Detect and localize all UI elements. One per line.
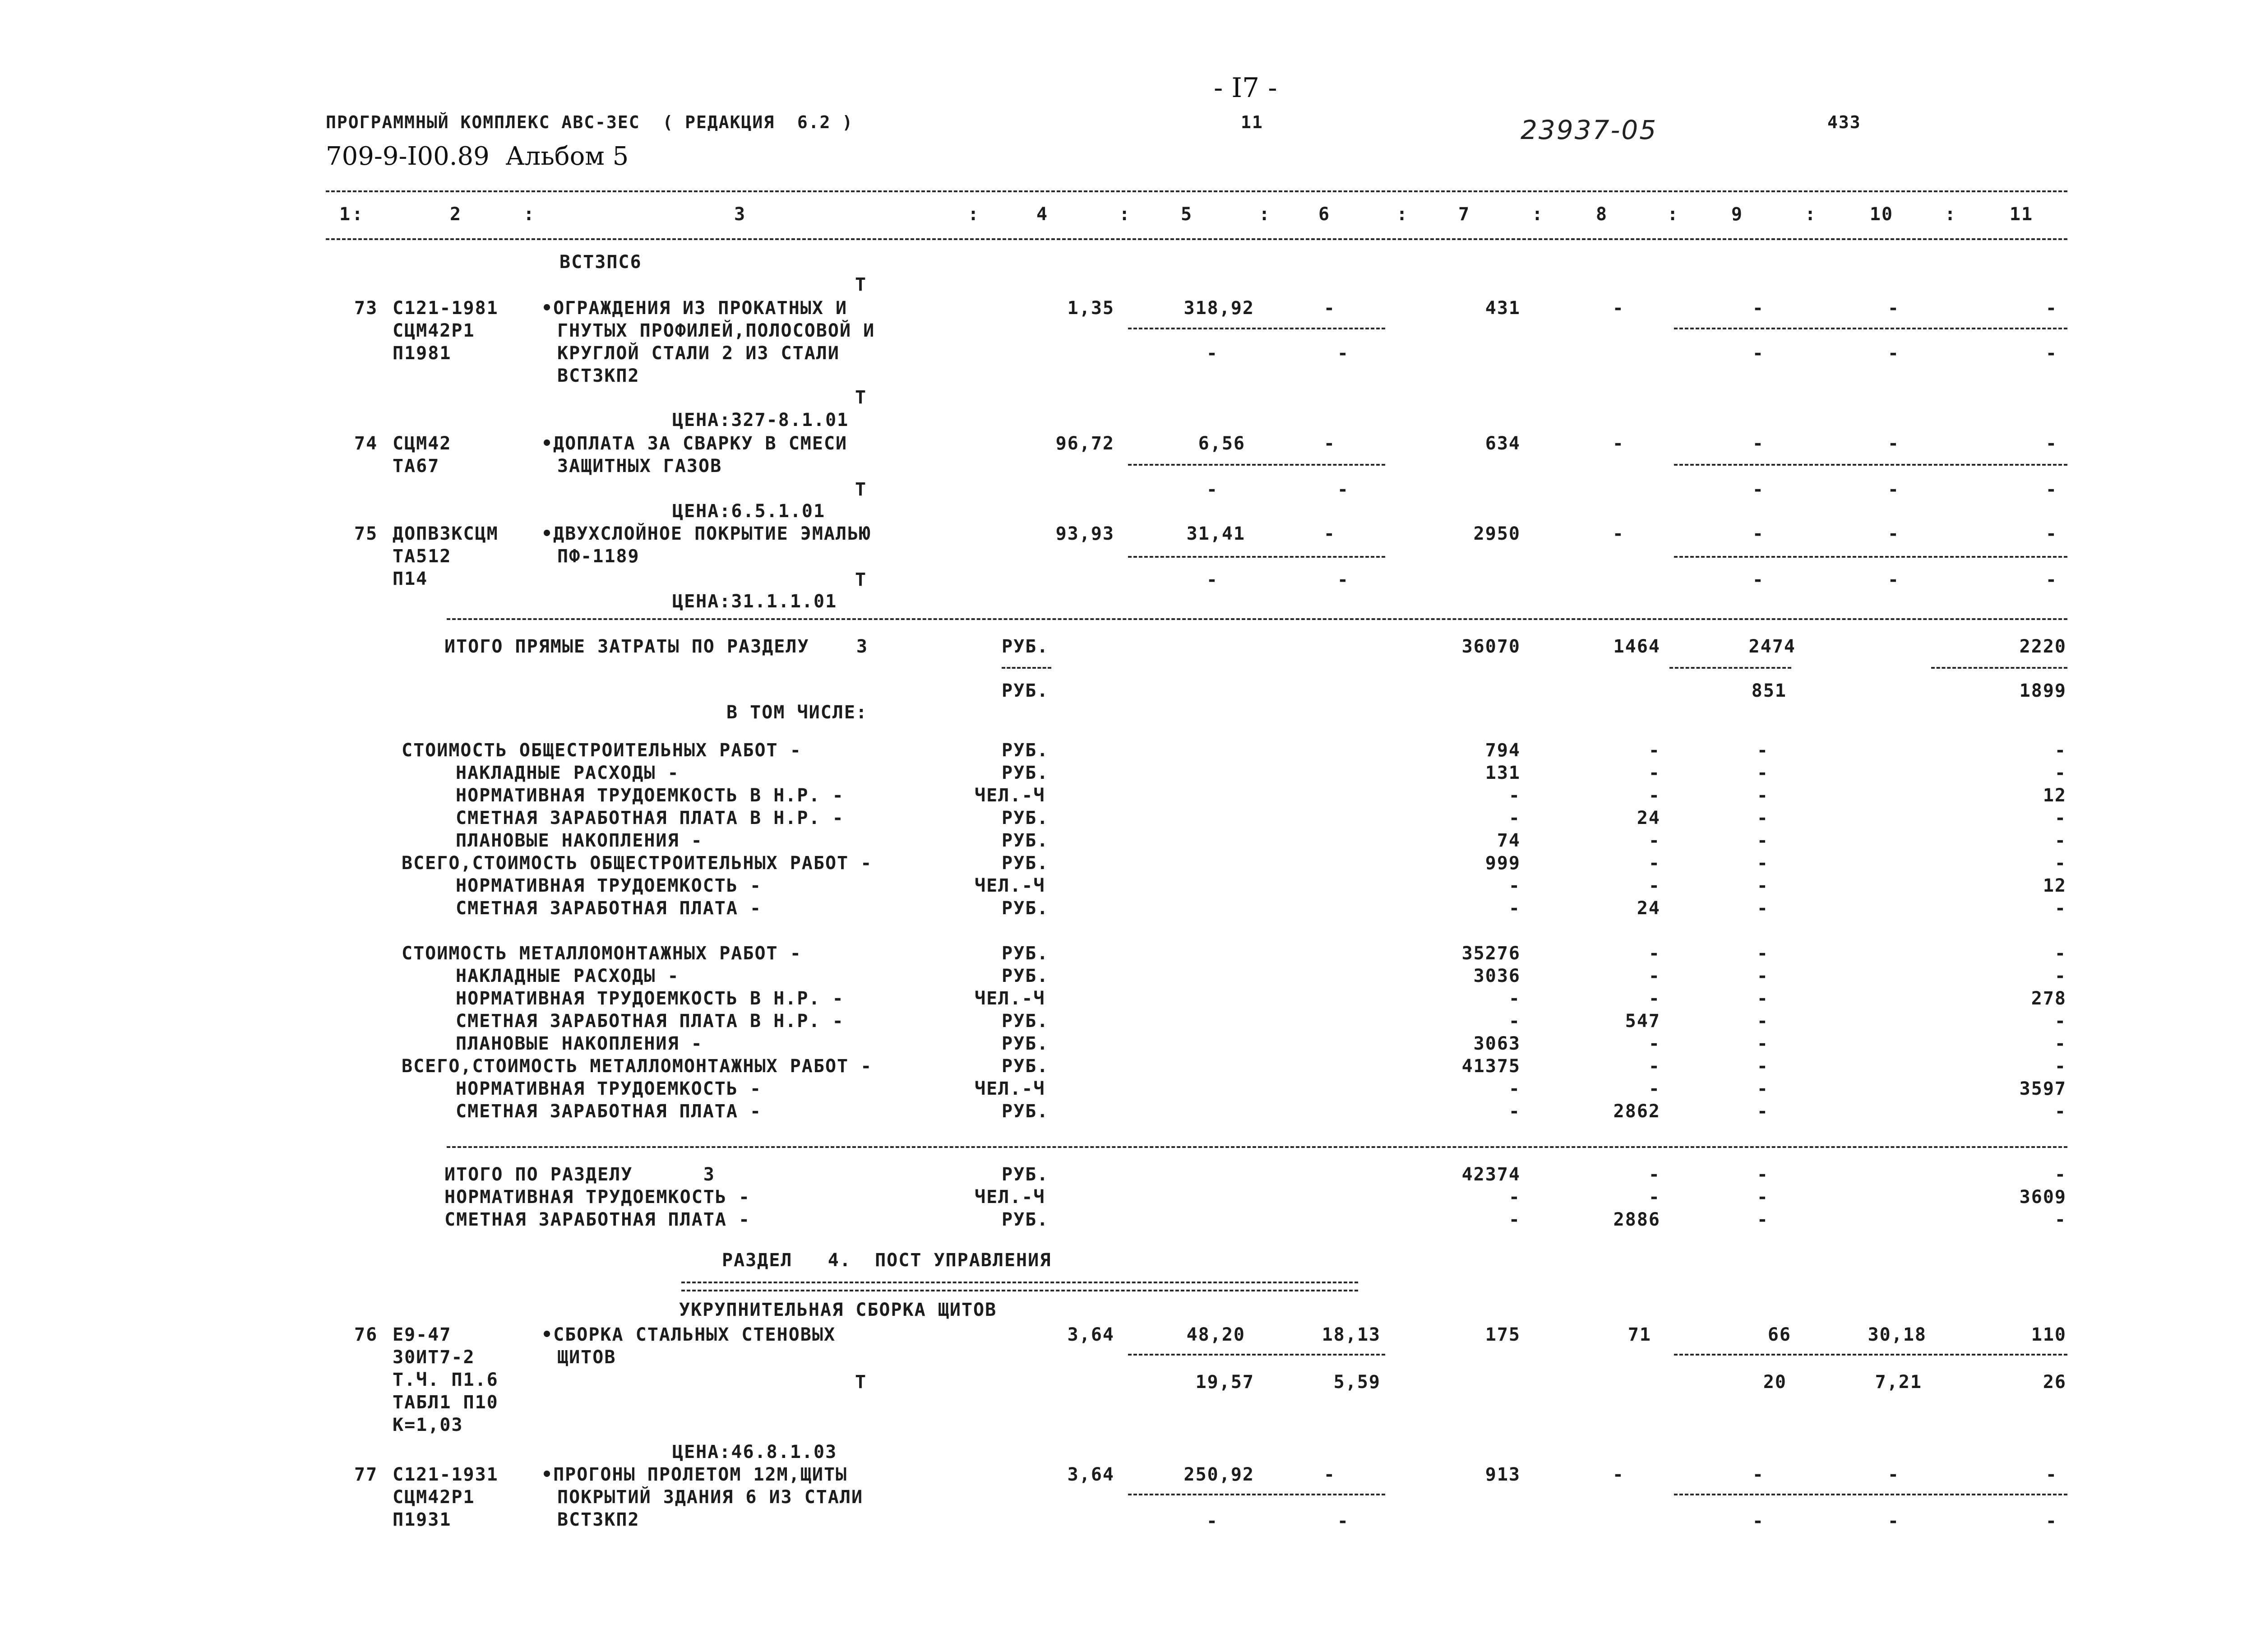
- sub-rule: [1128, 556, 1385, 558]
- row-t-mark: Т: [855, 387, 867, 408]
- cell-c6b: 5,59: [1333, 1372, 1381, 1393]
- cell-c10: -: [1887, 433, 1900, 454]
- cell-c9b: -: [1752, 1511, 1764, 1532]
- header-col-11: 11: [1241, 112, 1263, 132]
- column-separator: :: [1945, 204, 1957, 225]
- direct-costs-unit-2: РУБ.: [1002, 680, 1049, 701]
- cell-c6: -: [1323, 433, 1336, 454]
- cell-c10: -: [1887, 298, 1900, 319]
- summary-c9: -: [1757, 875, 1769, 896]
- column-separator: :: [1396, 204, 1409, 225]
- cell-c10b: -: [1887, 479, 1900, 500]
- cell-c8: -: [1612, 1464, 1624, 1485]
- summary-c9: -: [1757, 830, 1769, 851]
- summary-c8: -: [1648, 943, 1660, 964]
- cell-c11: -: [2045, 523, 2057, 544]
- row-price: ЦЕНА:31.1.1.01: [672, 591, 837, 612]
- cell-c4: 96,72: [1055, 433, 1114, 454]
- summary-c7: -: [1508, 1101, 1521, 1122]
- summary-c8: 24: [1637, 898, 1660, 919]
- row-code: Т.Ч. П1.6: [393, 1370, 499, 1390]
- row-code: ТАБЛ1 П10: [393, 1392, 499, 1413]
- column-header-5: 5: [1180, 204, 1193, 225]
- summary-c7: -: [1508, 875, 1521, 896]
- row-code: 30ИТ7-2: [393, 1347, 475, 1368]
- summary-c11: 278: [2031, 988, 2066, 1009]
- column-header-2: 2: [449, 204, 462, 225]
- cell-c11: -: [2045, 1464, 2057, 1485]
- cell-c9: 66: [1767, 1324, 1791, 1345]
- cell-c8: -: [1612, 523, 1624, 544]
- cell-c5b: -: [1206, 479, 1218, 500]
- total-c11: 3609: [2019, 1187, 2066, 1208]
- cell-c8: -: [1612, 298, 1624, 319]
- row-description: ЩИТОВ: [557, 1347, 616, 1368]
- cell-c11: 110: [2031, 1324, 2066, 1345]
- row-code: ДОПВЗКСЦМ: [393, 523, 499, 544]
- summary-c11: -: [2054, 1033, 2066, 1054]
- summary-label: СМЕТНАЯ ЗАРАБОТНАЯ ПЛАТА -: [456, 898, 762, 919]
- summary-c9: -: [1757, 785, 1769, 806]
- cell-c5b: -: [1206, 569, 1218, 590]
- cell-c6: -: [1323, 523, 1336, 544]
- column-header-rule: [326, 238, 2067, 240]
- summary-c9: -: [1757, 988, 1769, 1009]
- summary-unit: РУБ.: [1002, 898, 1049, 919]
- row-description: ЗАЩИТНЫХ ГАЗОВ: [557, 456, 722, 477]
- sub-rule: [1002, 667, 1051, 669]
- summary-c7: 794: [1485, 740, 1521, 761]
- column-separator: :: [1667, 204, 1679, 225]
- summary-c9: -: [1757, 763, 1769, 783]
- column-header-11: 11: [2009, 204, 2034, 225]
- row-code: П1931: [393, 1509, 452, 1530]
- row-description: •СБОРКА СТАЛЬНЫХ СТЕНОВЫХ: [541, 1324, 836, 1345]
- summary-c11: -: [2054, 1101, 2066, 1122]
- cell-c6b: -: [1337, 569, 1349, 590]
- cell-c7: 634: [1485, 433, 1521, 454]
- cell-c11b: -: [2045, 569, 2057, 590]
- total-c8: -: [1648, 1164, 1660, 1185]
- summary-label: ВСЕГО,СТОИМОСТЬ МЕТАЛЛОМОНТАЖНЫХ РАБОТ -: [402, 1056, 873, 1077]
- summary-c8: -: [1648, 988, 1660, 1009]
- summary-c8: 2862: [1613, 1101, 1660, 1122]
- summary-label: НОРМАТИВНАЯ ТРУДОЕМКОСТЬ В Н.Р. -: [456, 988, 844, 1009]
- summary-unit: РУБ.: [1002, 808, 1049, 828]
- summary-label: НОРМАТИВНАЯ ТРУДОЕМКОСТЬ -: [456, 1078, 762, 1099]
- cell-c9b: -: [1752, 343, 1764, 364]
- summary-label: СТОИМОСТЬ МЕТАЛЛОМОНТАЖНЫХ РАБОТ -: [402, 943, 802, 964]
- row-price: ЦЕНА:46.8.1.03: [672, 1442, 837, 1462]
- total-label: НОРМАТИВНАЯ ТРУДОЕМКОСТЬ -: [444, 1187, 751, 1208]
- cell-c6: -: [1323, 1464, 1336, 1485]
- cell-c7: 431: [1485, 298, 1521, 319]
- cell-c11b: -: [2045, 1511, 2057, 1532]
- cell-c9: -: [1752, 523, 1764, 544]
- row-t-mark: Т: [855, 569, 867, 590]
- summary-label: НАКЛАДНЫЕ РАСХОДЫ -: [456, 966, 680, 986]
- summary-label: СТОИМОСТЬ ОБЩЕСТРОИТЕЛЬНЫХ РАБОТ -: [402, 740, 802, 761]
- cell-c7: 913: [1485, 1464, 1521, 1485]
- row-code: П14: [393, 569, 428, 589]
- summary-c8: 547: [1625, 1011, 1660, 1032]
- total-c7: -: [1508, 1187, 1521, 1208]
- continued-material: ВСТ3ПС6: [559, 252, 642, 273]
- summary-c9: -: [1757, 740, 1769, 761]
- cell-c10: -: [1887, 523, 1900, 544]
- summary-c9: -: [1757, 1056, 1769, 1077]
- column-separator: :: [523, 204, 536, 225]
- row-code: С121-1981: [393, 298, 499, 319]
- row-code: СЦМ42: [393, 433, 452, 454]
- cell-c5b: -: [1206, 1511, 1218, 1532]
- cell-c9b: 20: [1763, 1372, 1787, 1393]
- row-code: С121-1931: [393, 1464, 499, 1485]
- direct-costs-c9b: 851: [1751, 680, 1787, 701]
- summary-c7: 35276: [1461, 943, 1521, 964]
- summary-c9: -: [1757, 853, 1769, 874]
- section-title: РАЗДЕЛ 4. ПОСТ УПРАВЛЕНИЯ: [722, 1250, 1052, 1271]
- summary-c7: 74: [1497, 830, 1521, 851]
- summary-c8: -: [1648, 966, 1660, 986]
- row-price: ЦЕНА:327-8.1.01: [672, 410, 849, 430]
- summary-c11: 12: [2043, 785, 2066, 806]
- total-unit: РУБ.: [1002, 1209, 1049, 1230]
- direct-costs-c7: 36070: [1461, 636, 1521, 657]
- summary-c8: -: [1648, 853, 1660, 874]
- summary-c9: -: [1757, 1101, 1769, 1122]
- cell-c10b: -: [1887, 1511, 1900, 1532]
- cell-c7: 2950: [1473, 523, 1521, 544]
- summary-c11: -: [2054, 1011, 2066, 1032]
- total-c9: -: [1757, 1164, 1769, 1185]
- summary-label: СМЕТНАЯ ЗАРАБОТНАЯ ПЛАТА -: [456, 1101, 762, 1122]
- summary-c9: -: [1757, 1033, 1769, 1054]
- summary-c8: -: [1648, 785, 1660, 806]
- document-code: 23937-05: [1521, 115, 1658, 145]
- cell-c4: 1,35: [1067, 298, 1114, 319]
- sub-rule: [1128, 1494, 1385, 1495]
- direct-costs-c9: 2474: [1748, 636, 1796, 657]
- column-header-7: 7: [1458, 204, 1470, 225]
- sub-rule: [1128, 1354, 1385, 1356]
- cell-c6b: -: [1337, 343, 1349, 364]
- cell-c11b: 26: [2043, 1372, 2066, 1393]
- summary-c7: -: [1508, 808, 1521, 828]
- column-separator: :: [968, 204, 980, 225]
- cell-c11: -: [2045, 298, 2057, 319]
- cell-c5: 318,92: [1183, 298, 1254, 319]
- row-number: 74: [354, 433, 378, 454]
- cell-c5: 48,20: [1186, 1324, 1245, 1345]
- summary-label: ПЛАНОВЫЕ НАКОПЛЕНИЯ -: [456, 830, 703, 851]
- total-c8: -: [1648, 1187, 1660, 1208]
- column-header-6: 6: [1318, 204, 1331, 225]
- row-description: ВСТ3КП2: [557, 1509, 640, 1530]
- cell-c10: 30,18: [1868, 1324, 1927, 1345]
- cell-c5: 6,56: [1198, 433, 1245, 454]
- summary-unit: ЧЕЛ.-Ч: [975, 988, 1045, 1009]
- summary-unit: ЧЕЛ.-Ч: [975, 1078, 1045, 1099]
- cell-c9: -: [1752, 1464, 1764, 1485]
- summary-c7: 3063: [1473, 1033, 1521, 1054]
- summary-c7: 999: [1485, 853, 1521, 874]
- row-number: 73: [354, 298, 378, 319]
- summary-unit: РУБ.: [1002, 1056, 1049, 1077]
- cell-c11: -: [2045, 433, 2057, 454]
- table-top-rule: [326, 190, 2067, 192]
- summary-c8: -: [1648, 830, 1660, 851]
- row-t-mark: Т: [855, 1372, 867, 1393]
- row-code: СЦМ42Р1: [393, 320, 475, 341]
- row-code: СЦМ42Р1: [393, 1487, 475, 1508]
- row-code: П1981: [393, 343, 452, 364]
- including-heading: В ТОМ ЧИСЛЕ:: [726, 702, 868, 723]
- summary-c8: -: [1648, 1078, 1660, 1099]
- column-header-3: 3: [734, 204, 746, 225]
- cell-c4: 3,64: [1067, 1324, 1114, 1345]
- row-code: Е9-47: [393, 1324, 452, 1345]
- page-number: - I7 -: [1214, 72, 1277, 104]
- summary-c7: -: [1508, 988, 1521, 1009]
- section-subtitle: УКРУПНИТЕЛЬНАЯ СБОРКА ЩИТОВ: [679, 1300, 997, 1320]
- cell-c8: -: [1612, 433, 1624, 454]
- summary-unit: ЧЕЛ.-Ч: [975, 785, 1045, 806]
- cell-c4: 93,93: [1055, 523, 1114, 544]
- cell-c7: 175: [1485, 1324, 1521, 1345]
- summary-unit: ЧЕЛ.-Ч: [975, 875, 1045, 896]
- summary-c7: -: [1508, 1078, 1521, 1099]
- summary-unit: РУБ.: [1002, 763, 1049, 783]
- row-price: ЦЕНА:6.5.1.01: [672, 501, 826, 522]
- cell-c5: 250,92: [1183, 1464, 1254, 1485]
- total-c11: -: [2054, 1164, 2066, 1185]
- row-description: •ОГРАЖДЕНИЯ ИЗ ПРОКАТНЫХ И: [541, 298, 848, 319]
- sub-rule: [1674, 1494, 2067, 1495]
- row-code: ТА512: [393, 546, 452, 567]
- summary-c9: -: [1757, 808, 1769, 828]
- summary-c11: -: [2054, 830, 2066, 851]
- summary-c7: -: [1508, 785, 1521, 806]
- summary-c11: -: [2054, 763, 2066, 783]
- cell-c6: -: [1323, 298, 1336, 319]
- direct-costs-c8: 1464: [1613, 636, 1660, 657]
- row-t-mark: Т: [855, 479, 867, 500]
- row-description: ГНУТЫХ ПРОФИЛЕЙ,ПОЛОСОВОЙ И: [557, 320, 875, 341]
- album-title: 709-9-I00.89 Альбом 5: [326, 142, 629, 171]
- cell-c4: 3,64: [1067, 1464, 1114, 1485]
- summary-unit: РУБ.: [1002, 1033, 1049, 1054]
- summary-label: НОРМАТИВНАЯ ТРУДОЕМКОСТЬ В Н.Р. -: [456, 785, 844, 806]
- total-c7: -: [1508, 1209, 1521, 1230]
- column-header-1: 1: [339, 204, 351, 225]
- summary-c7: 41375: [1461, 1056, 1521, 1077]
- total-c7: 42374: [1461, 1164, 1521, 1185]
- summary-label: СМЕТНАЯ ЗАРАБОТНАЯ ПЛАТА В Н.Р. -: [456, 1011, 844, 1032]
- column-separator: :: [1259, 204, 1271, 225]
- row-description: ВСТ3КП2: [557, 366, 640, 386]
- summary-c11: -: [2054, 740, 2066, 761]
- summary-c11: -: [2054, 898, 2066, 919]
- summary-c8: -: [1648, 763, 1660, 783]
- summary-c9: -: [1757, 966, 1769, 986]
- total-unit: РУБ.: [1002, 1164, 1049, 1185]
- section-rule: [447, 618, 2067, 620]
- summary-unit: РУБ.: [1002, 943, 1049, 964]
- cell-c9b: -: [1752, 569, 1764, 590]
- cell-c11b: -: [2045, 479, 2057, 500]
- cell-c6b: -: [1337, 479, 1349, 500]
- summary-c9: -: [1757, 1011, 1769, 1032]
- row-code: ТА67: [393, 456, 440, 477]
- summary-label: ПЛАНОВЫЕ НАКОПЛЕНИЯ -: [456, 1033, 703, 1054]
- summary-c11: -: [2054, 808, 2066, 828]
- summary-c11: -: [2054, 943, 2066, 964]
- direct-costs-c11b: 1899: [2019, 680, 2066, 701]
- sub-rule: [1669, 667, 1791, 669]
- sub-rule: [1931, 667, 2067, 669]
- summary-c9: -: [1757, 898, 1769, 919]
- cell-c5: 31,41: [1186, 523, 1245, 544]
- summary-unit: РУБ.: [1002, 853, 1049, 874]
- column-header-10: 10: [1869, 204, 1894, 225]
- sub-rule: [1128, 328, 1385, 329]
- summary-unit: РУБ.: [1002, 1011, 1049, 1032]
- cell-c10b: -: [1887, 569, 1900, 590]
- sheet-number: 433: [1827, 112, 1861, 132]
- summary-c8: 24: [1637, 808, 1660, 828]
- row-description: •ДВУХСЛОЙНОЕ ПОКРЫТИЕ ЭМАЛЬЮ: [541, 523, 871, 544]
- summary-c7: 3036: [1473, 966, 1521, 986]
- summary-c11: -: [2054, 966, 2066, 986]
- program-title: ПРОГРАММНЫЙ КОМПЛЕКС АВС-3ЕС ( РЕДАКЦИЯ 6.2 ): [326, 112, 854, 132]
- section-rule: [447, 1146, 2067, 1148]
- sub-rule: [1674, 328, 2067, 329]
- row-number: 77: [354, 1464, 378, 1485]
- summary-c11: 12: [2043, 875, 2066, 896]
- cell-c10b: -: [1887, 343, 1900, 364]
- summary-c8: -: [1648, 875, 1660, 896]
- column-separator: :: [1805, 204, 1817, 225]
- summary-c7: 131: [1485, 763, 1521, 783]
- cell-c10: -: [1887, 1464, 1900, 1485]
- summary-unit: РУБ.: [1002, 830, 1049, 851]
- summary-c8: -: [1648, 740, 1660, 761]
- total-c11: -: [2054, 1209, 2066, 1230]
- section-title-underline: [681, 1282, 1358, 1291]
- column-separators: :: [352, 204, 363, 225]
- summary-label: ВСЕГО,СТОИМОСТЬ ОБЩЕСТРОИТЕЛЬНЫХ РАБОТ -: [402, 853, 873, 874]
- cell-c8: 71: [1627, 1324, 1651, 1345]
- total-c8: 2886: [1613, 1209, 1660, 1230]
- summary-unit: РУБ.: [1002, 1101, 1049, 1122]
- summary-c11: -: [2054, 1056, 2066, 1077]
- summary-unit: РУБ.: [1002, 966, 1049, 986]
- sub-rule: [1674, 556, 2067, 558]
- summary-c9: -: [1757, 943, 1769, 964]
- cell-c6: 18,13: [1322, 1324, 1381, 1345]
- summary-c11: -: [2054, 853, 2066, 874]
- total-c9: -: [1757, 1187, 1769, 1208]
- sub-rule: [1128, 464, 1385, 466]
- total-label: ИТОГО ПО РАЗДЕЛУ 3: [444, 1164, 715, 1185]
- cell-c6b: -: [1337, 1511, 1349, 1532]
- row-code: К=1,03: [393, 1415, 463, 1435]
- summary-label: СМЕТНАЯ ЗАРАБОТНАЯ ПЛАТА В Н.Р. -: [456, 808, 844, 828]
- row-description: •ПРОГОНЫ ПРОЛЕТОМ 12М,ЩИТЫ: [541, 1464, 848, 1485]
- total-c9: -: [1757, 1209, 1769, 1230]
- row-description: КРУГЛОЙ СТАЛИ 2 ИЗ СТАЛИ: [557, 343, 840, 364]
- cell-c10b: 7,21: [1875, 1372, 1922, 1393]
- total-label: СМЕТНАЯ ЗАРАБОТНАЯ ПЛАТА -: [444, 1209, 751, 1230]
- summary-c8: -: [1648, 1033, 1660, 1054]
- row-description: •ДОПЛАТА ЗА СВАРКУ В СМЕСИ: [541, 433, 848, 454]
- direct-costs-unit: РУБ.: [1002, 636, 1049, 657]
- sub-rule: [1674, 464, 2067, 466]
- cell-c9: -: [1752, 433, 1764, 454]
- cell-c5b: -: [1206, 343, 1218, 364]
- cell-c5b: 19,57: [1195, 1372, 1254, 1393]
- row-number: 75: [354, 523, 378, 544]
- summary-label: НОРМАТИВНАЯ ТРУДОЕМКОСТЬ -: [456, 875, 762, 896]
- cell-c11b: -: [2045, 343, 2057, 364]
- direct-costs-c11: 2220: [2019, 636, 2066, 657]
- column-header-4: 4: [1036, 204, 1049, 225]
- summary-unit: РУБ.: [1002, 740, 1049, 761]
- sub-rule: [1674, 1354, 2067, 1356]
- summary-label: НАКЛАДНЫЕ РАСХОДЫ -: [456, 763, 680, 783]
- summary-c7: -: [1508, 898, 1521, 919]
- summary-c11: 3597: [2019, 1078, 2066, 1099]
- column-separator: :: [1119, 204, 1131, 225]
- column-header-9: 9: [1731, 204, 1743, 225]
- cell-c9: -: [1752, 298, 1764, 319]
- summary-c9: -: [1757, 1078, 1769, 1099]
- summary-c8: -: [1648, 1056, 1660, 1077]
- summary-c7: -: [1508, 1011, 1521, 1032]
- row-number: 76: [354, 1324, 378, 1345]
- total-unit: ЧЕЛ.-Ч: [975, 1187, 1045, 1208]
- row-description: ПФ-1189: [557, 546, 640, 567]
- column-header-8: 8: [1595, 204, 1608, 225]
- direct-costs-label: ИТОГО ПРЯМЫЕ ЗАТРАТЫ ПО РАЗДЕЛУ 3: [444, 636, 868, 657]
- row-t-mark: Т: [855, 274, 867, 295]
- column-separator: :: [1532, 204, 1544, 225]
- row-description: ПОКРЫТИЙ ЗДАНИЯ 6 ИЗ СТАЛИ: [557, 1487, 864, 1508]
- cell-c9b: -: [1752, 479, 1764, 500]
